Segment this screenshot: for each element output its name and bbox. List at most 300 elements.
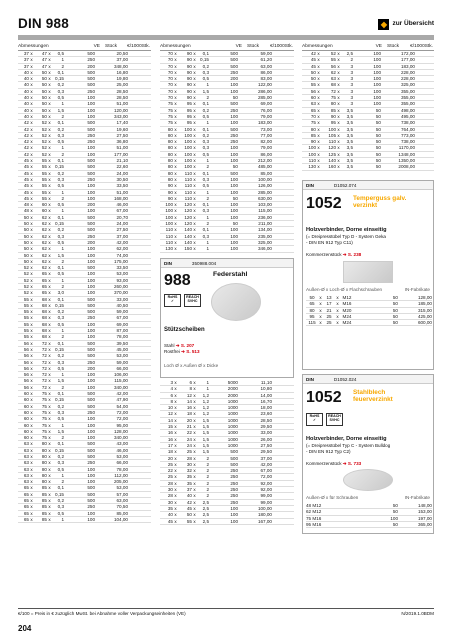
left-cell: x [30, 145, 33, 151]
left-cell: 1 [61, 472, 64, 478]
right-cell: x [317, 107, 320, 113]
left-cell: 51,00 [116, 145, 128, 151]
mid-cell: x [193, 51, 196, 56]
left-cell: 52 [41, 151, 47, 157]
mid-cell: 90 [186, 51, 192, 56]
mid-cell: 250 [230, 132, 238, 138]
mid-cell: 86,00 [260, 69, 272, 75]
right-cell: 50 [375, 145, 381, 151]
left-cell: 100 [87, 246, 95, 252]
mid-cell: 100 [230, 145, 238, 151]
left-cell: x [48, 321, 51, 327]
mid-cell: x [174, 126, 177, 132]
left-cell: 60 [23, 391, 29, 397]
mid-cell: x [193, 63, 196, 69]
left-cell: x [30, 485, 33, 491]
mid-cell: 79,00 [260, 113, 272, 119]
left-cell: 28,50 [116, 95, 128, 101]
mid-cell: x [193, 436, 196, 442]
mid-cell: 0,3 [202, 69, 209, 75]
mid-cell: x [174, 430, 177, 436]
mid-cell: 250 [230, 487, 238, 493]
left-cell: 72,00 [116, 409, 128, 415]
left-cell: x [48, 252, 51, 258]
mid-cell: 103,00 [257, 202, 272, 208]
right-cell: x [317, 158, 320, 164]
col-ve: VE [235, 44, 242, 49]
mid-cell: x [193, 208, 196, 214]
left-cell: x [48, 107, 51, 113]
left-cell: 52 [23, 265, 29, 271]
left-cell: 2 [61, 195, 64, 201]
left-cell: 36,80 [116, 139, 128, 145]
mid-cell: 95 [186, 120, 192, 126]
mid-cell: 80 [167, 164, 173, 170]
left-cell: x [48, 189, 51, 195]
left-cell: x [48, 139, 51, 145]
left-cell: 0,5 [57, 95, 64, 101]
col-ve: VE [93, 44, 100, 49]
mid-cell: x [193, 512, 196, 518]
left-cell: x [48, 239, 51, 245]
table-middle-bottom [160, 380, 294, 525]
right-cell: 80 [330, 101, 336, 107]
left-cell: 500 [87, 441, 95, 447]
mid-cell: 1,5 [202, 424, 209, 430]
mid-cell: 0,1 [202, 227, 209, 233]
mid-cell: 250 [230, 474, 238, 480]
mid-cell: 150 [184, 246, 192, 252]
mid-cell: 37 [186, 487, 192, 493]
left-cell: 74,00 [116, 252, 128, 258]
mid-cell: x [193, 183, 196, 189]
mid-cell: 126,00 [257, 183, 272, 189]
left-cell: 45 [23, 170, 29, 176]
left-cell: 21,10 [116, 158, 128, 164]
mid-cell: x [174, 51, 177, 56]
mid-cell: 2 [206, 474, 209, 480]
left-cell: x [48, 195, 51, 201]
left-cell: 27,50 [116, 227, 128, 233]
col-preis: €/1000Stk. [270, 44, 293, 49]
mid-cell: 110 [165, 239, 173, 245]
left-cell: 0,2 [57, 498, 64, 504]
right-cell: 3,5 [346, 126, 353, 132]
mid-cell: 99,00 [260, 499, 272, 505]
left-cell: x [48, 69, 51, 75]
left-cell: 0,5 [57, 321, 64, 327]
mid-cell: x [174, 227, 177, 233]
left-cell: 56 [23, 378, 29, 384]
mid-cell: 90 [186, 82, 192, 88]
left-cell: 33,00 [116, 296, 128, 302]
mid-cell: 2,5 [202, 518, 209, 524]
left-cell: x [48, 359, 51, 365]
mid-cell: 50 [232, 95, 238, 101]
left-cell: 168,00 [113, 195, 128, 201]
left-cell: x [48, 340, 51, 346]
left-cell: 500 [87, 340, 95, 346]
mid-cell: 100 [184, 145, 192, 151]
left-cell: 0,15 [55, 346, 64, 352]
mid-cell: 100 [230, 518, 238, 524]
mid-cell: 80 [167, 139, 173, 145]
left-cell: 500 [87, 454, 95, 459]
table-row [306, 320, 432, 326]
mid-cell: 100 [230, 120, 238, 126]
back-to-overview-link[interactable] [378, 18, 434, 30]
left-cell: 500 [87, 397, 95, 403]
right-cell: 60 [310, 95, 316, 101]
left-cell: 45 [23, 176, 29, 182]
mid-cell: 100 [184, 139, 192, 145]
left-cell: 500 [87, 309, 95, 315]
mid-cell: 250 [230, 468, 238, 474]
left-cell: 68 [41, 296, 47, 302]
right-cell: 160 [328, 164, 336, 170]
right-cell: 1350,00 [398, 158, 415, 164]
left-cell: 68 [41, 328, 47, 334]
left-cell: 500 [87, 69, 95, 75]
left-cell: 0,1 [57, 391, 64, 397]
right-cell: 140 [328, 158, 336, 164]
mid-cell: 2 [206, 95, 209, 101]
left-cell: x [30, 151, 33, 157]
mid-cell: 76,00 [260, 107, 272, 113]
left-cell: x [48, 447, 51, 453]
box1-cell: M24 [342, 320, 352, 326]
mid-cell: 12 [186, 392, 192, 398]
mid-cell: 70 [167, 95, 173, 101]
left-cell: 40 [23, 82, 29, 88]
page-number: 204 [18, 624, 32, 633]
komm-page: S. 238 [347, 252, 362, 257]
left-cell: x [30, 378, 33, 384]
mid-cell: x [174, 145, 177, 151]
left-cell: x [30, 296, 33, 302]
left-cell: x [48, 170, 51, 176]
mid-cell: 0,1 [202, 170, 209, 176]
left-cell: 50 [23, 214, 29, 220]
left-cell: 50 [41, 82, 47, 88]
mid-cell: x [193, 455, 196, 461]
mid-cell: 1,2 [202, 398, 209, 404]
right-cell: 130 [308, 164, 316, 170]
mid-cell: x [174, 442, 177, 448]
left-cell: 348,00 [113, 63, 128, 69]
mid-cell: 18,00 [260, 405, 272, 411]
left-cell: 0,15 [55, 76, 64, 82]
left-cell: 55 [41, 170, 47, 176]
box2-cell: 148,00 [417, 503, 432, 508]
right-cell: 72 [330, 88, 336, 94]
mid-cell: 236,00 [257, 214, 272, 220]
mid-cell: 100 [184, 158, 192, 164]
mid-cell: 16 [167, 436, 173, 442]
left-cell: 56 [23, 340, 29, 346]
box1-cell: x [336, 320, 339, 326]
left-cell: x [30, 510, 33, 516]
left-cell: 68 [41, 315, 47, 321]
mid-cell: x [193, 227, 196, 233]
mid-cell: x [174, 95, 177, 101]
box1-cell: 115 [308, 320, 316, 326]
left-cell: 120,00 [113, 107, 128, 113]
box1-cell: x [336, 307, 339, 313]
mid-cell: x [193, 239, 196, 245]
left-cell: 45 [23, 195, 29, 201]
right-cell: x [337, 63, 340, 69]
left-cell: 55 [41, 158, 47, 164]
left-cell: 100 [87, 189, 95, 195]
left-cell: 2 [61, 479, 64, 485]
mid-cell: 16,70 [260, 398, 272, 404]
right-cell: 75 [330, 95, 336, 101]
mid-cell: x [174, 424, 177, 430]
left-cell: 47,90 [116, 397, 128, 403]
left-cell: 80 [41, 454, 47, 459]
mid-cell: 10 [167, 405, 173, 411]
box1-col-hint: Außen-Ø x Loch-Ø x Flachschrauben [306, 287, 383, 292]
right-cell: x [317, 63, 320, 69]
kommerz-ref[interactable]: Kommerzenstück ➔ S. 733 [306, 461, 362, 466]
left-cell: 100 [87, 195, 95, 201]
mid-cell: 35 [186, 474, 192, 480]
mid-cell: 100 [230, 158, 238, 164]
left-cell: 65 [41, 277, 47, 283]
left-cell: 250 [87, 460, 95, 466]
mid-cell: x [193, 493, 196, 499]
left-cell: 175,00 [113, 258, 128, 264]
mid-cell: 1,2 [202, 392, 209, 398]
left-cell: 55 [23, 302, 29, 308]
mid-cell: x [193, 195, 196, 201]
left-cell: 1 [61, 145, 64, 151]
mid-cell: 100 [230, 113, 238, 119]
right-cell: 50 [310, 69, 316, 75]
mid-cell: 23,60 [260, 411, 272, 417]
mid-cell: 14,00 [260, 392, 272, 398]
mid-cell: 0,3 [202, 176, 209, 182]
left-cell: 85 [41, 504, 47, 510]
mid-cell: 100 [230, 151, 238, 157]
mid-cell: 80 [167, 158, 173, 164]
left-cell: 85 [41, 516, 47, 522]
rostfrei-ref[interactable]: Rostfrei ➔ S. 513 [164, 349, 200, 354]
box1-cell: 600,00 [417, 320, 432, 326]
left-cell: 53,00 [116, 271, 128, 277]
right-cell: 228,00 [400, 76, 415, 82]
mid-cell: 500 [230, 170, 238, 176]
right-cell: 3 [350, 101, 353, 107]
mid-cell: x [174, 151, 177, 157]
mid-cell: 0,1 [202, 51, 209, 56]
mid-cell: 80 [167, 132, 173, 138]
box2-cell: 50 [392, 521, 398, 527]
left-cell: 250 [87, 504, 95, 510]
box2-cell: 50 [392, 503, 398, 508]
left-cell: x [30, 176, 33, 182]
mid-cell: x [174, 208, 177, 214]
left-cell: 128,00 [113, 428, 128, 434]
mid-cell: x [193, 386, 196, 392]
mid-cell: 1 [206, 189, 209, 195]
mid-cell: 5000 [227, 380, 238, 385]
table-right-header [302, 43, 434, 51]
left-cell: 85,00 [116, 510, 128, 516]
mid-cell: x [174, 386, 177, 392]
left-cell: x [48, 145, 51, 151]
left-cell: 25,00 [116, 82, 128, 88]
left-cell: x [30, 365, 33, 371]
left-cell: 67,00 [116, 208, 128, 214]
left-cell: x [48, 258, 51, 264]
right-cell: 764,00 [400, 126, 415, 132]
mid-cell: 1,5 [202, 88, 209, 94]
kommerz-ref[interactable]: Kommerzenstück ➔ S. 238 [306, 252, 362, 257]
right-cell: 2,5 [346, 51, 353, 56]
left-cell: 1 [61, 516, 64, 522]
mid-cell: 16 [186, 405, 192, 411]
left-cell: 72 [41, 372, 47, 378]
left-cell: x [30, 208, 33, 214]
left-cell: 37,00 [116, 57, 128, 63]
left-cell: 22,60 [116, 164, 128, 170]
mid-cell: 100 [184, 164, 192, 170]
right-cell: 90 [310, 139, 316, 145]
left-cell: 100 [87, 151, 95, 157]
left-cell: 0,15 [55, 164, 64, 170]
left-cell: 50 [41, 88, 47, 94]
mid-cell: x [193, 76, 196, 82]
left-cell: x [48, 183, 51, 189]
left-cell: 100 [87, 378, 95, 384]
mid-cell: 8 [189, 386, 192, 392]
left-cell: 46,00 [116, 447, 128, 453]
left-cell: 500 [87, 76, 95, 82]
reach-icon: REACH SVHC [184, 294, 201, 307]
page-header [18, 16, 434, 32]
left-cell: 0,5 [57, 466, 64, 472]
mid-cell: x [193, 474, 196, 480]
mid-cell: 500 [230, 51, 238, 56]
mid-cell: 1,2 [202, 411, 209, 417]
right-cell: x [317, 57, 320, 63]
left-cell: 56 [23, 365, 29, 371]
mid-cell: 115,00 [258, 208, 272, 214]
mid-cell: x [193, 120, 196, 126]
mid-cell: 50 [232, 221, 238, 227]
mid-cell: x [193, 107, 196, 113]
left-cell: x [30, 340, 33, 346]
material-name: Temperguss galv. verzinkt [353, 195, 407, 209]
left-cell: x [30, 466, 33, 472]
mid-cell: 90 [167, 183, 173, 189]
left-cell: x [48, 51, 51, 56]
left-cell: 62 [41, 214, 47, 220]
mid-cell: 11,10 [260, 380, 272, 385]
mid-cell: 1,5 [202, 436, 209, 442]
material-name: Federstahl [213, 271, 248, 278]
box1-cell: x [336, 301, 339, 307]
mid-cell: x [193, 95, 196, 101]
right-cell: x [337, 57, 340, 63]
mid-cell: x [174, 380, 177, 385]
left-cell: 340,00 [113, 384, 128, 390]
stahl-ref[interactable]: Stahl ➔ S. 207 [164, 343, 195, 348]
right-cell: 50 [375, 139, 381, 145]
left-cell: x [48, 158, 51, 164]
right-cell: x [317, 120, 320, 126]
left-cell: 250 [87, 359, 95, 365]
col-abmessungen: Abmessungen [18, 44, 49, 49]
left-cell: 62 [41, 221, 47, 227]
mid-cell: 2 [206, 461, 209, 467]
left-cell: 50 [23, 221, 29, 227]
mid-cell: 42 [186, 499, 192, 505]
left-cell: 500 [87, 170, 95, 176]
left-cell: 55 [41, 195, 47, 201]
left-cell: x [30, 113, 33, 119]
mid-cell: 4 [170, 386, 173, 392]
right-cell: x [317, 132, 320, 138]
left-cell: x [30, 447, 33, 453]
right-cell: 355,00 [400, 88, 415, 94]
mid-cell: 25 [167, 461, 173, 467]
left-cell: 500 [87, 353, 95, 359]
left-cell: 62,00 [116, 246, 128, 252]
left-cell: 69,00 [116, 321, 128, 327]
right-cell: x [337, 95, 340, 101]
left-cell: x [30, 346, 33, 352]
left-cell: 95,00 [116, 422, 128, 428]
box1-cell: 50 [392, 301, 398, 307]
left-cell: x [30, 214, 33, 220]
left-cell: 250 [87, 57, 95, 63]
left-cell: 63 [23, 454, 29, 459]
mid-cell: x [193, 449, 196, 455]
box1-cell: x [319, 313, 322, 319]
left-cell: 250 [87, 315, 95, 321]
right-cell: 3,5 [346, 107, 353, 113]
mid-cell: x [193, 57, 196, 63]
left-cell: x [48, 164, 51, 170]
footer-code: N/2019.1.0BDM [401, 611, 434, 616]
left-cell: 100 [87, 435, 95, 441]
left-cell: 500 [87, 491, 95, 497]
left-cell: 75 [41, 397, 47, 403]
mid-cell: 0,5 [202, 76, 209, 82]
left-cell: 52 [41, 126, 47, 132]
right-cell: 1170,00 [398, 145, 415, 151]
mid-cell: 2 [206, 487, 209, 493]
left-cell: 42 [23, 126, 29, 132]
mid-cell: x [193, 139, 196, 145]
mid-cell: 18 [167, 449, 173, 455]
mid-cell: x [193, 468, 196, 474]
left-cell: x [30, 435, 33, 441]
mid-cell: 95 [186, 113, 192, 119]
right-cell: 56 [330, 63, 336, 69]
left-cell: x [48, 309, 51, 315]
right-cell: 2 [350, 57, 353, 63]
mid-cell: 285,00 [257, 189, 272, 195]
left-cell: x [48, 271, 51, 277]
mid-cell: x [174, 132, 177, 138]
left-cell: x [30, 334, 33, 340]
mid-cell: x [174, 512, 177, 518]
left-cell: 50 [23, 239, 29, 245]
